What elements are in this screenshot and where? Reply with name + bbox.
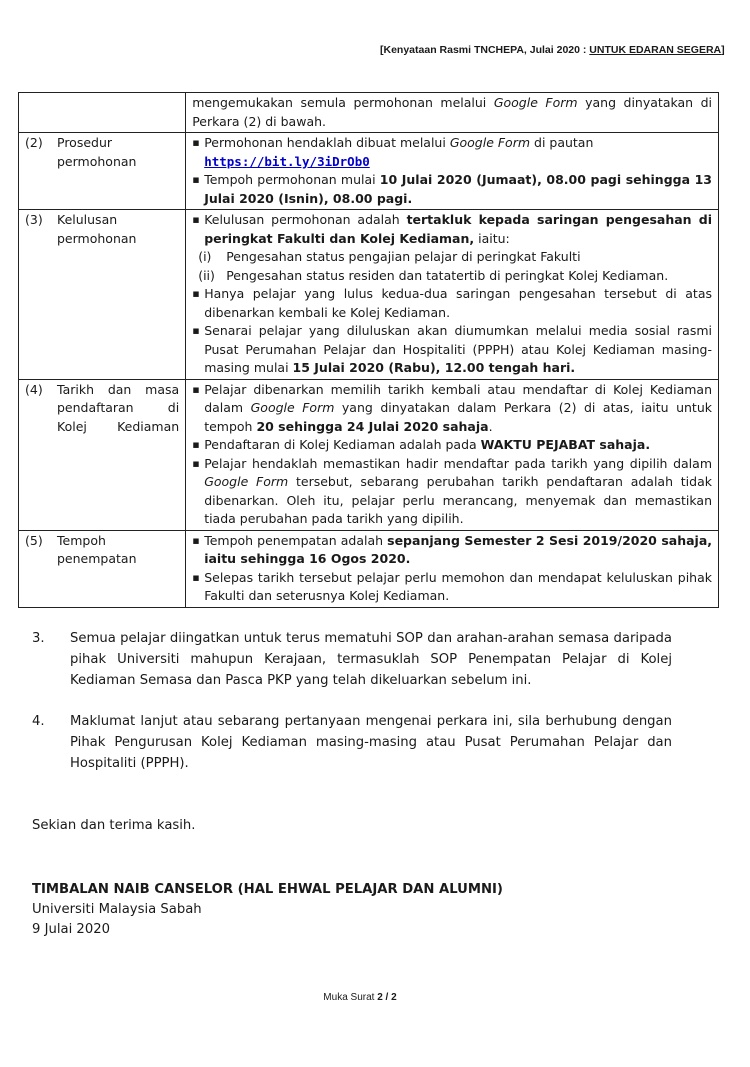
row-number: (5) (25, 532, 43, 548)
paragraph-text: Semua pelajar diingatkan untuk terus mematuhi SOP dan arahan-arahan semasa daripada pihak Universiti mahupun Kerajaan, termasuklah SOP Penempatan Pelajar di Kolej Kediaman Semasa dan Pasca PKP yang telah dikeluarkan sebelum ini. (70, 631, 672, 688)
row-number: (4) (25, 381, 43, 397)
item-text: tersebut, sebarang perubahan tarikh pendaftaran adalah tidak dibenarkan. Oleh itu, pelajar perlu merancang, menyemak dan memastikan tiada perubahan pada tarikh yang dipilih. (204, 474, 712, 526)
list-item (192, 322, 712, 378)
google-form-text: Google Form (449, 135, 531, 150)
item-bold: 10 Julai 2020 (Jumaat), 08.00 pagi sehingga 13 Julai 2020 (Isnin), 08.00 pagi. (204, 172, 712, 206)
item-bold: tertakluk kepada saringan pengesahan di peringkat Fakulti dan Kolej Kediaman, (204, 212, 713, 246)
table-cell-label (19, 133, 186, 210)
page-label: Muka Surat (323, 992, 378, 1003)
row-label: Kelulusan permohonan (57, 212, 137, 246)
paragraph-number: 3. (32, 631, 45, 646)
page-number: 2 / 2 (377, 992, 397, 1003)
row0-text: mengemukakan semula permohonan melalui (192, 95, 494, 110)
google-form-link[interactable]: https://bit.ly/3iDrOb0 (204, 153, 370, 169)
list-item (192, 381, 712, 437)
header-prefix: [Kenyataan Rasmi TNCHEPA, Julai 2020 : (380, 44, 590, 56)
list-item (192, 134, 712, 171)
item-text: Senarai pelajar yang diluluskan akan diumumkan melalui media sosial rasmi Pusat Perumahan Pelajar dan Hospitaliti (PPPH) atau Kolej Kediaman masing-masing mulai (204, 323, 712, 375)
paragraph-4 (32, 711, 672, 774)
table-cell-content (186, 93, 719, 133)
table-cell-content (186, 210, 719, 380)
page-footer (0, 992, 720, 1003)
list-item (192, 211, 712, 248)
table-row (19, 133, 719, 210)
signature-date: 9 Julai 2020 (32, 922, 110, 937)
signatory-organization: Universiti Malaysia Sabah (32, 902, 202, 917)
row-label: Prosedur permohonan (57, 135, 137, 169)
row-number: (3) (25, 212, 43, 227)
item-text: Permohonan hendaklah dibuat melalui (204, 135, 450, 150)
paragraph-number: 4. (32, 714, 45, 729)
table-cell-label (19, 530, 186, 607)
paragraph-text: Maklumat lanjut atau sebarang pertanyaan mengenai perkara ini, sila berhubung dengan Pihak Pengurusan Kolej Kediaman masing-masing atau Pusat Perumahan Pelajar dan Hospitaliti (PPPH). (70, 714, 672, 771)
list-item (192, 285, 712, 322)
procedure-table (18, 92, 719, 608)
header-suffix: ] (721, 44, 725, 56)
table-row (19, 210, 719, 380)
item-text: Pelajar dibenarkan memilih tarikh kembali atau mendaftar di Kolej Kediaman dalam (204, 381, 712, 415)
document-header (380, 44, 740, 56)
sub-item (198, 248, 712, 267)
item-text: Hanya pelajar yang lulus kedua-dua saringan pengesahan tersebut di atas dibenarkan kembali ke Kolej Kediaman. (204, 286, 712, 320)
list-item (192, 171, 712, 208)
sub-list (192, 248, 712, 285)
item-bold: 15 Julai 2020 (Rabu), 12.00 tengah hari. (292, 360, 576, 375)
sub-item-text: Pengesahan status pengajian pelajar di peringkat Fakulti (226, 249, 581, 264)
sub-item-number: (ii) (198, 267, 215, 283)
list-item (192, 569, 712, 606)
list-item (192, 436, 712, 455)
signatory-title: TIMBALAN NAIB CANSELOR (HAL EHWAL PELAJAR DAN ALUMNI) (32, 882, 503, 897)
table-cell-content (186, 530, 719, 607)
table-row (19, 93, 719, 133)
table-row (19, 379, 719, 530)
row-number: (2) (25, 135, 43, 150)
table-cell-label (19, 210, 186, 380)
item-text: yang dinyatakan dalam Perkara (2) di atas, iaitu untuk tempoh (204, 400, 712, 434)
row-label: Tempoh penempatan (57, 532, 137, 566)
item-bold: WAKTU PEJABAT sahaja. (480, 437, 651, 452)
table-cell-content (186, 379, 719, 530)
item-text: Tempoh penempatan adalah (204, 532, 388, 548)
item-text: Selepas tarikh tersebut pelajar perlu memohon dan mendapat keluluskan pihak Fakulti dan seterusnya Kolej Kediaman. (204, 569, 712, 603)
sub-item-number: (i) (198, 249, 212, 264)
list-item (192, 455, 712, 529)
google-form-text: Google Form (204, 474, 289, 489)
signature-block (32, 880, 503, 940)
item-text: Kelulusan permohonan adalah (204, 212, 407, 227)
item-bold: sepanjang Semester 2 Sesi 2019/2020 sahaja, iaitu sehingga 16 Ogos 2020. (204, 532, 712, 566)
sub-item-text: Pengesahan status residen dan tatatertib di peringkat Kolej Kediaman. (226, 267, 669, 283)
row0-text-end: yang dinyatakan di Perkara (2) di bawah. (192, 95, 713, 129)
row0-google-form: Google Form (493, 95, 578, 110)
item-text: iaitu: (474, 230, 510, 246)
table-cell-content (186, 133, 719, 210)
item-text: Tempoh permohonan mulai (204, 172, 380, 187)
google-form-text: Google Form (250, 400, 335, 415)
item-text: Pelajar hendaklah memastikan hadir mendaftar pada tarikh yang dipilih dalam (204, 455, 712, 471)
item-text: di pautan (530, 135, 594, 150)
row-label: Tarikh dan masa pendaftaran di Kolej Kediaman (57, 381, 180, 434)
item-text: . (488, 418, 493, 434)
closing-text: Sekian dan terima kasih. (32, 818, 196, 833)
sub-item (198, 267, 712, 286)
paragraph-3 (32, 628, 672, 691)
item-text: Pendaftaran di Kolej Kediaman adalah pada (204, 437, 481, 452)
table-cell-label (19, 379, 186, 530)
list-item (192, 532, 712, 569)
item-bold: 20 sehingga 24 Julai 2020 sahaja (256, 418, 489, 434)
table-row (19, 530, 719, 607)
table-cell-label (19, 93, 186, 133)
header-urgent-label: UNTUK EDARAN SEGERA (589, 44, 722, 56)
